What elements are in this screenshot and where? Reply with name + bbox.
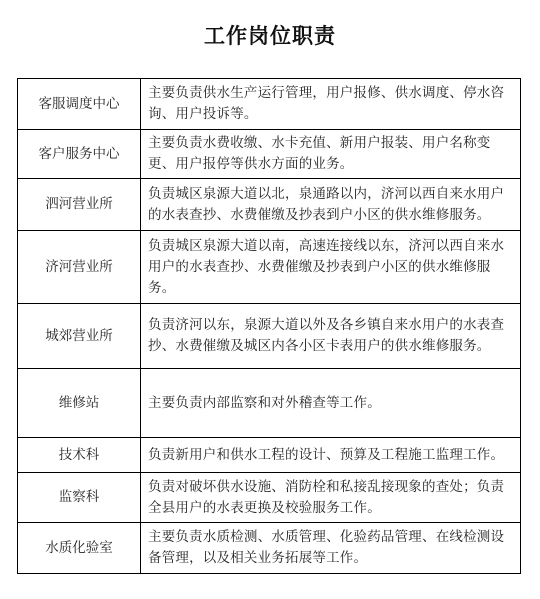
table-row [18,179,521,231]
department-cell: 监察科 [18,473,141,523]
department-cell: 维修站 [18,369,141,438]
duties-table [17,78,521,574]
table-row [18,523,521,574]
department-cell: 济河营业所 [18,231,141,304]
duty-cell: 主要负责内部监察和对外稽查等工作。 [141,369,521,438]
table-row [18,79,521,130]
department-cell: 技术科 [18,438,141,473]
table-row [18,473,521,523]
department-cell: 客服调度中心 [18,79,141,130]
department-cell: 城郊营业所 [18,304,141,369]
table-row [18,231,521,304]
duty-cell: 主要负责供水生产运行管理，用户报修、供水调度、停水咨询、用户投诉等。 [141,79,521,130]
department-cell: 客户服务中心 [18,130,141,179]
table-row [18,304,521,369]
table-row [18,438,521,473]
page-title: 工作岗位职责 [204,24,336,48]
duty-cell: 负责济河以东，泉源大道以外及各乡镇自来水用户的水表查抄、水费催缴及城区内各小区卡表用户的供水维修服务。 [141,304,521,369]
table-row [18,369,521,438]
duty-cell: 负责城区泉源大道以北，泉通路以内，济河以西自来水用户的水表查抄、水费催缴及抄表到户小区的供水维修服务。 [141,179,521,231]
duty-cell: 负责对破坏供水设施、消防栓和私接乱接现象的查处；负责全县用户的水表更换及校验服务工作。 [141,473,521,523]
department-cell: 水质化验室 [18,523,141,574]
duty-cell: 主要负责水质检测、水质管理、化验药品管理、在线检测设备管理，以及相关业务拓展等工作。 [141,523,521,574]
duty-cell: 负责城区泉源大道以南，高速连接线以东，济河以西自来水用户的水表查抄、水费催缴及抄表到户小区的供水维修服务。 [141,231,521,304]
department-cell: 泗河营业所 [18,179,141,231]
table-row [18,130,521,179]
duty-cell: 负责新用户和供水工程的设计、预算及工程施工监理工作。 [141,438,521,473]
duty-cell: 主要负责水费收缴、水卡充值、新用户报装、用户名称变更、用户报停等供水方面的业务。 [141,130,521,179]
